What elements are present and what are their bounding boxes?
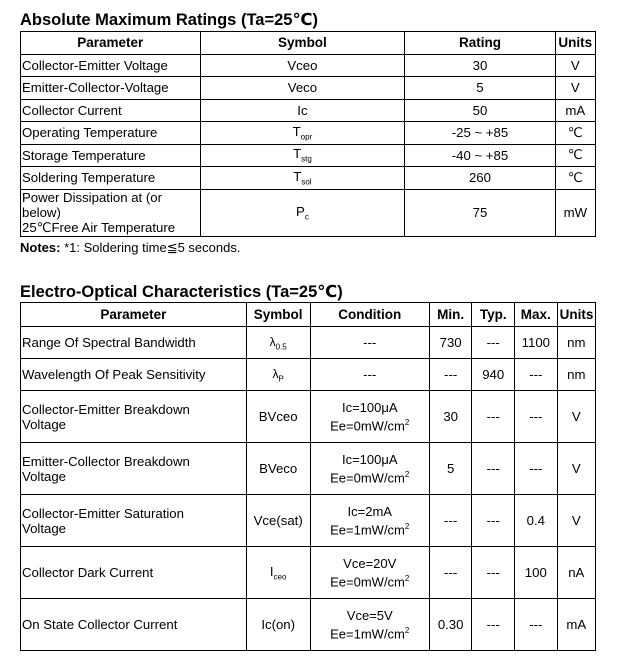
max-cell: --- [515, 391, 558, 443]
condition-cell: --- [310, 327, 429, 359]
symbol-cell: $I_{ceo}$ [246, 547, 310, 599]
max-cell: --- [515, 359, 558, 391]
typ-cell: --- [472, 443, 515, 495]
table-row [21, 54, 596, 77]
typ-cell: --- [472, 391, 515, 443]
header-units: Units [557, 303, 595, 327]
units-cell: ℃ [555, 167, 595, 190]
header-max: Max. [515, 303, 558, 327]
typ-cell: --- [472, 547, 515, 599]
header-parameter: Parameter [21, 32, 201, 55]
min-cell: --- [429, 359, 472, 391]
table-row [21, 144, 596, 167]
units-cell: nm [557, 327, 595, 359]
electro-optical-table [20, 302, 596, 651]
header-symbol: Symbol [246, 303, 310, 327]
max-cell: 1100 [515, 327, 558, 359]
parameter-cell: Collector Dark Current [21, 547, 247, 599]
units-cell: ℃ [555, 144, 595, 167]
units-cell: V [555, 54, 595, 77]
header-parameter: Parameter [21, 303, 247, 327]
notes [20, 240, 240, 256]
symbol-cell: Vce(sat) [246, 495, 310, 547]
parameter-cell: Soldering Temperature [21, 167, 201, 190]
condition-cell: Vce=5V $Ee=1mW/cm^2$ [310, 599, 429, 651]
header-typ: Typ. [472, 303, 515, 327]
parameter-cell: Collector-Emitter Voltage [21, 54, 201, 77]
parameter-cell: Collector-Emitter Breakdown Voltage [21, 391, 247, 443]
table-row [21, 99, 596, 122]
parameter-cell: Power Dissipation at (or below) 25℃Free Air Temperature [21, 189, 201, 236]
table-row [21, 547, 596, 599]
min-cell: 730 [429, 327, 472, 359]
symbol-cell: $P_c$ [200, 189, 405, 236]
rating-cell: 30 [405, 54, 555, 77]
min-cell: --- [429, 547, 472, 599]
table-row [21, 391, 596, 443]
header-min: Min. [429, 303, 472, 327]
rating-cell: 260 [405, 167, 555, 190]
min-cell: 5 [429, 443, 472, 495]
rating-cell: 5 [405, 77, 555, 100]
parameter-cell: Storage Temperature [21, 144, 201, 167]
min-cell: 30 [429, 391, 472, 443]
table-header-row [21, 32, 596, 55]
rating-cell: -40 ~ +85 [405, 144, 555, 167]
units-cell: nA [557, 547, 595, 599]
units-cell: nm [557, 359, 595, 391]
table-row [21, 167, 596, 190]
symbol-cell: $\lambda_{0.5}$ [246, 327, 310, 359]
parameter-cell: Emitter-Collector Breakdown Voltage [21, 443, 247, 495]
rating-cell: 50 [405, 99, 555, 122]
table-row [21, 189, 596, 236]
symbol-cell: Ic(on) [246, 599, 310, 651]
typ-cell: --- [472, 599, 515, 651]
header-condition: Condition [310, 303, 429, 327]
header-units: Units [555, 32, 595, 55]
header-rating: Rating [405, 32, 555, 55]
parameter-cell: Collector Current [21, 99, 201, 122]
max-cell: --- [515, 443, 558, 495]
symbol-cell: BVceo [246, 391, 310, 443]
symbol-cell: Veco [200, 77, 405, 100]
typ-cell: 940 [472, 359, 515, 391]
typ-cell: --- [472, 495, 515, 547]
symbol-cell: $\lambda_P$ [246, 359, 310, 391]
units-cell: ℃ [555, 122, 595, 145]
units-cell: V [555, 77, 595, 100]
units-cell: mA [557, 599, 595, 651]
table-row [21, 443, 596, 495]
electro-optical-title: Electro-Optical Characteristics (Ta=25℃) [20, 283, 343, 301]
table-row [21, 122, 596, 145]
parameter-cell: Operating Temperature [21, 122, 201, 145]
max-cell: 0.4 [515, 495, 558, 547]
units-cell: V [557, 443, 595, 495]
parameter-cell: Wavelength Of Peak Sensitivity [21, 359, 247, 391]
abs-max-title: Absolute Maximum Ratings (Ta=25℃) [20, 11, 318, 29]
max-cell: 100 [515, 547, 558, 599]
typ-cell: --- [472, 327, 515, 359]
table-row [21, 599, 596, 651]
units-cell: mW [555, 189, 595, 236]
rating-cell: -25 ~ +85 [405, 122, 555, 145]
table-row [21, 77, 596, 100]
max-cell: --- [515, 599, 558, 651]
units-cell: V [557, 495, 595, 547]
min-cell: --- [429, 495, 472, 547]
parameter-cell: Collector-Emitter Saturation Voltage [21, 495, 247, 547]
notes-label: Notes: [20, 240, 61, 255]
notes-text: *1: Soldering time≦5 seconds. [64, 240, 241, 255]
symbol-cell: $T_{sol}$ [200, 167, 405, 190]
symbol-cell: Ic [200, 99, 405, 122]
symbol-cell: Vceo [200, 54, 405, 77]
parameter-cell: Range Of Spectral Bandwidth [21, 327, 247, 359]
condition-cell: Ic=2mA $Ee=1mW/cm^2$ [310, 495, 429, 547]
units-cell: mA [555, 99, 595, 122]
units-cell: V [557, 391, 595, 443]
rating-cell: 75 [405, 189, 555, 236]
table-row [21, 327, 596, 359]
table-header-row [21, 303, 596, 327]
parameter-cell: Emitter-Collector-Voltage [21, 77, 201, 100]
symbol-cell: $T_{stg}$ [200, 144, 405, 167]
abs-max-table [20, 31, 596, 237]
parameter-cell: On State Collector Current [21, 599, 247, 651]
condition-cell: Vce=20V $Ee=0mW/cm^2$ [310, 547, 429, 599]
symbol-cell: BVeco [246, 443, 310, 495]
symbol-cell: $T_{opr}$ [200, 122, 405, 145]
condition-cell: Ic=100μA $Ee=0mW/cm^2$ [310, 391, 429, 443]
header-symbol: Symbol [200, 32, 405, 55]
condition-cell: --- [310, 359, 429, 391]
table-row [21, 495, 596, 547]
condition-cell: Ic=100μA $Ee=0mW/cm^2$ [310, 443, 429, 495]
table-row [21, 359, 596, 391]
min-cell: 0.30 [429, 599, 472, 651]
